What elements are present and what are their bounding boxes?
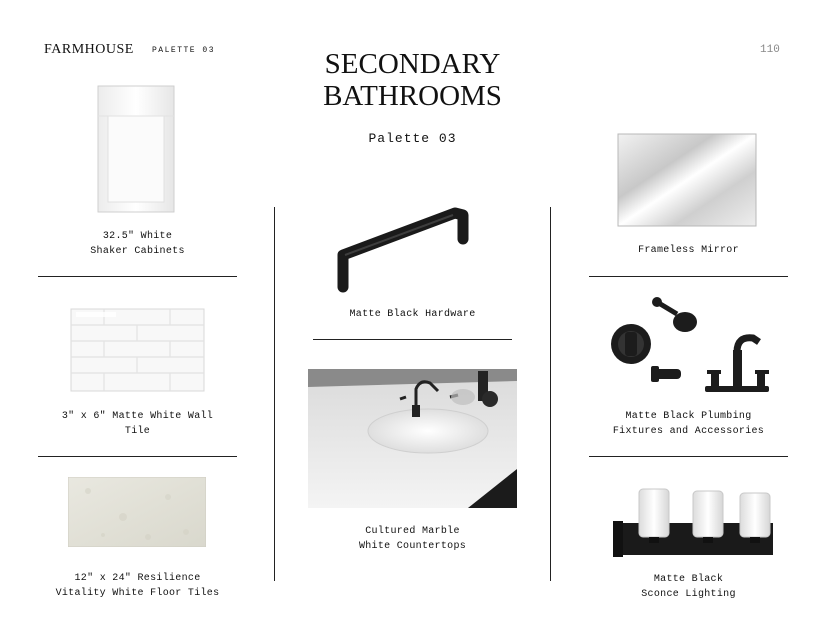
row-divider-left-1 (38, 276, 237, 277)
shaker-cabinet-image (95, 84, 177, 214)
floor-tile-caption-line-1: 12″ x 24″ Resilience (74, 573, 201, 584)
subway-tile-image (70, 308, 205, 392)
lighting-caption-line-1: Matte Black (653, 574, 724, 585)
cabinets-caption-line-2: Shaker Cabinets (90, 246, 185, 257)
plumbing-caption-line-1: Matte Black Plumbing (625, 411, 752, 422)
sconce-lighting-image (613, 487, 775, 559)
row-divider-center (313, 339, 512, 340)
countertop-image (308, 369, 517, 508)
lighting-caption-line-2: Sconce Lighting (641, 589, 736, 600)
plumbing-caption (589, 409, 788, 439)
page-title (300, 48, 525, 112)
floor-tile-caption (38, 571, 237, 601)
page-number: 110 (760, 44, 780, 56)
plumbing-caption-line-2: Fixtures and Accessories (612, 426, 765, 437)
brand-palette-label: PALETTE 03 (152, 46, 216, 55)
plumbing-fixtures-image (607, 292, 772, 400)
wall-tile-caption-line-1: 3″ x 6″ Matte White Wall (61, 411, 214, 422)
countertop-caption-line-1: Cultured Marble (365, 526, 460, 537)
countertop-caption (313, 524, 512, 554)
hardware-caption (313, 307, 512, 322)
row-divider-right-2 (589, 456, 788, 457)
black-pull-handle-image (333, 205, 471, 295)
hardware-caption-line-1: Matte Black Hardware (349, 309, 476, 320)
cabinets-caption (38, 229, 237, 259)
page-title-line-1: SECONDARY (324, 48, 501, 80)
row-divider-right-1 (589, 276, 788, 277)
wall-tile-caption (38, 409, 237, 439)
page-title-line-2: BATHROOMS (323, 80, 502, 112)
mirror-caption (589, 243, 788, 258)
frameless-mirror-image (617, 133, 757, 227)
page-subtitle: Palette 03 (368, 131, 457, 146)
floor-tile-caption-line-2: Vitality White Floor Tiles (55, 588, 220, 599)
cabinets-caption-line-1: 32.5″ White (102, 231, 173, 242)
row-divider-left-2 (38, 456, 237, 457)
brand-name: FARMHOUSE (44, 42, 134, 57)
countertop-caption-line-2: White Countertops (358, 541, 467, 552)
mirror-caption-line-1: Frameless Mirror (638, 245, 739, 256)
lighting-caption (589, 572, 788, 602)
floor-tile-image (68, 477, 206, 547)
column-divider-left (274, 207, 275, 581)
wall-tile-caption-line-2: Tile (124, 426, 151, 437)
column-divider-right (550, 207, 551, 581)
